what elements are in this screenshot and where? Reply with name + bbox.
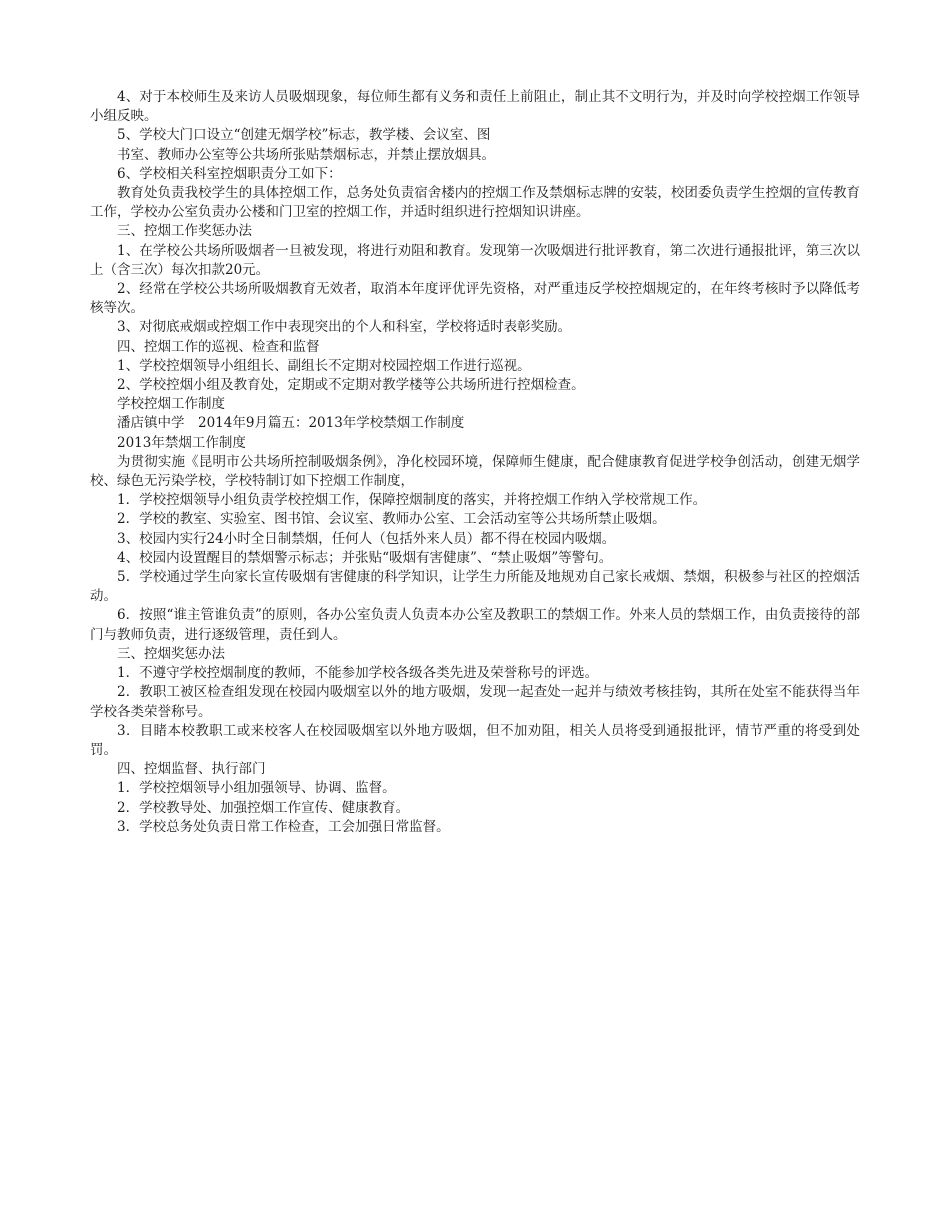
paragraph: 6．按照“谁主管谁负责”的原则，各办公室负责人负责本办公室及教职工的禁烟工作。外来人员的禁烟工作，由负责接待的部门与教师负责，进行逐级管理，责任到人。: [90, 607, 860, 643]
paragraph: 4、校园内设置醒目的禁烟警示标志；并张贴“吸烟有害健康”、“禁止吸烟”等警句。: [117, 549, 613, 566]
paragraph: 1．学校控烟领导小组负责学校控烟工作，保障控烟制度的落实，并将控烟工作纳入学校常规工作。: [117, 492, 707, 509]
paragraph: 1．学校控烟领导小组加强领导、协调、监督。: [117, 780, 396, 797]
paragraph: 5、学校大门口设立“创建无烟学校”标志，教学楼、会议室、图: [117, 127, 491, 144]
paragraph: 2、经常在学校公共场所吸烟教育无效者，取消本年度评优评先资格，对严重违反学校控烟规定的，在年终考核时予以降低考核等次。: [90, 281, 860, 317]
paragraph: 3、校园内实行24小时全日制禁烟，任何人（包括外来人员）都不得在校园内吸烟。: [117, 530, 616, 547]
paragraph: 2．学校教导处、加强控烟工作宣传、健康教育。: [117, 799, 410, 816]
paragraph: 4、对于本校师生及来访人员吸烟现象，每位师生都有义务和责任上前阻止，制止其不文明行为，并及时向学校控烟工作领导小组反映。: [90, 89, 860, 125]
paragraph: 1．不遵守学校控烟制度的教师，不能参加学校各级各类先进及荣誉称号的评选。: [117, 665, 599, 682]
section-heading: 四、控烟工作的巡视、检查和监督: [117, 338, 320, 355]
section-heading: 三、控烟工作奖惩办法: [117, 223, 252, 240]
document-title: 学校控烟工作制度: [117, 396, 225, 413]
paragraph: 6、学校相关科室控烟职责分工如下：: [117, 165, 342, 182]
section-heading: 三、控烟奖惩办法: [117, 645, 225, 662]
paragraph: 1、学校控烟领导小组组长、副组长不定期对校园控烟工作进行巡视。: [117, 357, 531, 374]
paragraph: 1、在学校公共场所吸烟者一旦被发现，将进行劝阻和教育。发现第一次吸烟进行批评教育，第二次进行通报批评，第三次以上（含三次）每次扣款20元。: [90, 242, 860, 278]
paragraph: 2．教职工被区检查组发现在校园内吸烟室以外的地方吸烟，发现一起查处一起并与绩效考核挂钩，其所在处室不能获得当年学校各类荣誉称号。: [90, 684, 860, 720]
document-byline: 潘店镇中学 2014年9月篇五：2013年学校禁烟工作制度: [117, 415, 465, 432]
paragraph: 为贯彻实施《昆明市公共场所控制吸烟条例》，净化校园环境，保障师生健康，配合健康教育促进学校争创活动，创建无烟学校、绿色无污染学校，学校特制订如下控烟工作制度，: [90, 453, 860, 490]
document-body: [90, 88, 860, 837]
paragraph: 5．学校通过学生向家长宣传吸烟有害健康的科学知识，让学生力所能及地规劝自己家长戒烟、禁烟，积极参与社区的控烟活动。: [90, 569, 860, 605]
section-heading: 四、控烟监督、执行部门: [117, 761, 266, 778]
document-title: 2013年禁烟工作制度: [117, 434, 246, 451]
paragraph: 2、学校控烟小组及教育处，定期或不定期对教学楼等公共场所进行控烟检查。: [117, 377, 585, 394]
paragraph: 3、对彻底戒烟或控烟工作中表现突出的个人和科室，学校将适时表彰奖励。: [117, 319, 572, 336]
paragraph: 教育处负责我校学生的具体控烟工作，总务处负责宿舍楼内的控烟工作及禁烟标志牌的安装，校团委负责学生控烟的宣传教育工作，学校办公室负责办公楼和门卫室的控烟工作，并适时组织进行控烟知识讲座。: [90, 185, 860, 221]
paragraph: 2．学校的教室、实验室、图书馆、会议室、教师办公室、工会活动室等公共场所禁止吸烟。: [117, 511, 666, 528]
paragraph: 3．目睹本校教职工或来校客人在校园吸烟室以外地方吸烟，但不加劝阻，相关人员将受到通报批评，情节严重的将受到处罚。: [90, 722, 860, 758]
paragraph: 书室、教师办公室等公共场所张贴禁烟标志，并禁止摆放烟具。: [117, 146, 495, 163]
paragraph: 3．学校总务处负责日常工作检查，工会加强日常监督。: [117, 818, 450, 835]
